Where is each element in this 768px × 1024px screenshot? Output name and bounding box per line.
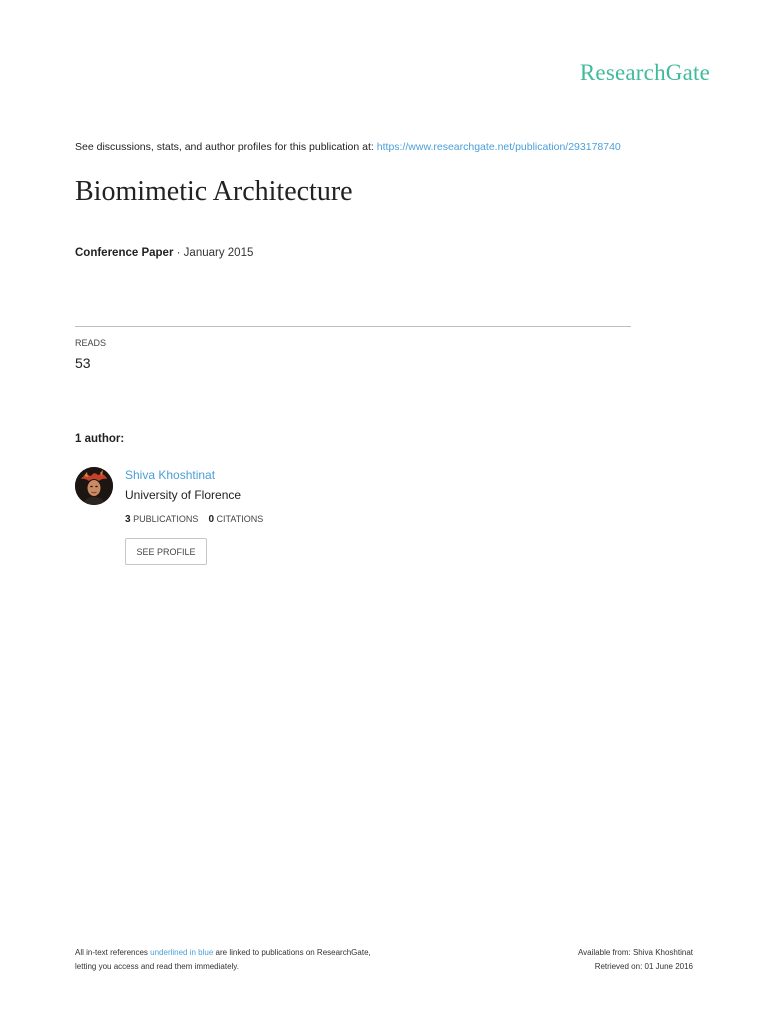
footer-note-line-2: letting you access and read them immediately. [75,961,239,971]
footer-note [75,946,371,973]
publication-date: January 2015 [183,247,254,259]
footer-source [578,946,693,973]
section-divider [75,326,631,327]
publications-count: 3 [125,514,131,525]
publication-type: Conference Paper [75,247,174,259]
author-photo-icon [75,467,113,505]
author-affiliation: University of Florence [125,488,242,502]
researchgate-logo[interactable]: ResearchGate [579,60,710,85]
see-profile-button[interactable]: SEE PROFILE [125,538,207,565]
author-avatar[interactable] [75,467,113,505]
reads-label: READS [75,338,107,348]
citations-count: 0 [208,514,215,525]
footer-text: All in-text references [75,948,151,957]
available-from: Available from: Shiva Khoshtinat [577,948,693,957]
authors-heading: 1 author: [75,433,125,445]
footer-text: are linked to publications on ResearchGate, [213,948,371,957]
citations-label: CITATIONS [216,514,264,524]
footer-note-line-1 [75,946,371,960]
footer-blue-link[interactable]: underlined in blue [150,948,214,957]
intro-text: See discussions, stats, and author profiles for this publication at: [75,141,374,153]
author-stats [125,514,263,525]
intro-line [75,141,621,153]
publications-label: PUBLICATIONS [133,514,199,524]
meta-separator: · [173,247,184,259]
reads-count: 53 [75,355,91,371]
publication-title: Biomimetic Architecture [75,176,353,207]
retrieved-on: Retrieved on: 01 June 2016 [594,961,693,971]
publication-url-link[interactable]: https://www.researchgate.net/publication/293178740 [376,141,621,153]
publication-meta [75,247,253,259]
author-name-link[interactable]: Shiva Khoshtinat [125,468,216,482]
